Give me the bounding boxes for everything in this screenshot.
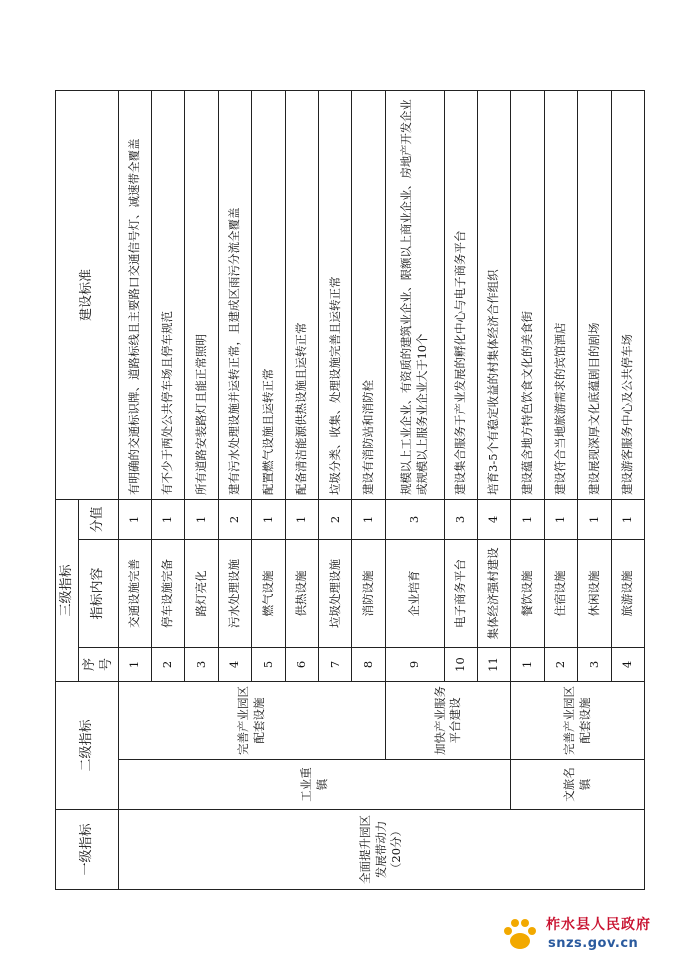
score-cell: 1 bbox=[511, 499, 544, 539]
content-cell: 电子商务平台 bbox=[444, 539, 477, 647]
seq-cell: 1 bbox=[118, 647, 151, 681]
header-content: 指标内容 bbox=[78, 539, 118, 647]
indicator-table bbox=[55, 90, 645, 890]
industry-sub1: 完善产业园区配套设施 bbox=[118, 681, 385, 759]
seq-cell: 9 bbox=[385, 647, 444, 681]
table-row bbox=[118, 91, 151, 890]
tourism-sub: 完善产业园区配套设施 bbox=[511, 681, 645, 759]
logo-name: 柞水县人民政府 bbox=[546, 917, 651, 933]
standard-cell: 有不少于两处公共停车场且停车规范 bbox=[152, 91, 185, 500]
industry-sub2: 加快产业服务平台建设 bbox=[385, 681, 510, 759]
seq-cell: 5 bbox=[252, 647, 285, 681]
standard-cell: 有明确的交通标识牌、道路标线且主要路口交通信号灯、减速带全覆盖 bbox=[118, 91, 151, 500]
seq-cell: 3 bbox=[185, 647, 218, 681]
header-level2: 二级指标 bbox=[56, 681, 119, 809]
score-cell: 4 bbox=[477, 499, 510, 539]
standard-cell: 配置燃气设施且运转正常 bbox=[252, 91, 285, 500]
standard-cell: 建设有消防站和消防栓 bbox=[352, 91, 385, 500]
tourism-label: 文旅名镇 bbox=[511, 760, 645, 810]
content-cell: 消防设施 bbox=[352, 539, 385, 647]
standard-cell: 垃圾分类、收集、处理设施完善且运转正常 bbox=[319, 91, 352, 500]
seq-cell: 4 bbox=[611, 647, 644, 681]
standard-cell: 建设蕴含地方特色饮食文化的美食街 bbox=[511, 91, 544, 500]
content-cell: 路灯亮化 bbox=[185, 539, 218, 647]
content-cell: 企业培育 bbox=[385, 539, 444, 647]
seq-cell: 4 bbox=[218, 647, 251, 681]
standard-cell: 配备清洁能源供热设施且运转正常 bbox=[285, 91, 318, 500]
standard-cell: 建设展现深厚文化底蕴剧目的剧场 bbox=[578, 91, 611, 500]
score-cell: 3 bbox=[444, 499, 477, 539]
header-level3: 三级指标 bbox=[56, 499, 79, 681]
seq-cell: 3 bbox=[578, 647, 611, 681]
content-cell: 旅游设施 bbox=[611, 539, 644, 647]
seq-cell: 1 bbox=[511, 647, 544, 681]
seq-cell: 6 bbox=[285, 647, 318, 681]
seq-cell: 10 bbox=[444, 647, 477, 681]
standard-cell: 建设符合当地旅游需求的宾馆酒店 bbox=[544, 91, 577, 500]
seq-cell: 2 bbox=[152, 647, 185, 681]
content-cell: 燃气设施 bbox=[252, 539, 285, 647]
content-cell: 休闲设施 bbox=[578, 539, 611, 647]
score-cell: 1 bbox=[611, 499, 644, 539]
score-cell: 2 bbox=[218, 499, 251, 539]
standard-cell: 规模以上工业企业、有资质的建筑业企业、限额以上商业企业、房地产开发企业或规模以上服务业企业大于10个 bbox=[385, 91, 444, 500]
content-cell: 污水处理设施 bbox=[218, 539, 251, 647]
score-cell: 1 bbox=[252, 499, 285, 539]
paw-icon bbox=[500, 914, 540, 954]
score-cell: 1 bbox=[118, 499, 151, 539]
industry-label: 工业重镇 bbox=[118, 760, 511, 810]
content-cell: 停车设施完备 bbox=[152, 539, 185, 647]
table-row bbox=[511, 91, 544, 890]
content-cell: 住宿设施 bbox=[544, 539, 577, 647]
header-level1: 一级指标 bbox=[56, 810, 119, 890]
logo-url: snzs.gov.cn bbox=[548, 936, 639, 951]
score-cell: 1 bbox=[152, 499, 185, 539]
header-seq: 序号 bbox=[78, 647, 118, 681]
level1-cell: 全面提升园区发展带动力（20分） bbox=[118, 810, 644, 890]
standard-cell: 建设游客服务中心及公共停车场 bbox=[611, 91, 644, 500]
content-cell: 供热设施 bbox=[285, 539, 318, 647]
standard-cell: 所有道路安装路灯且能正常照明 bbox=[185, 91, 218, 500]
seq-cell: 2 bbox=[544, 647, 577, 681]
header-row-1 bbox=[56, 91, 79, 890]
score-cell: 1 bbox=[285, 499, 318, 539]
content-cell: 集体经济强村建设 bbox=[477, 539, 510, 647]
content-cell: 餐饮设施 bbox=[511, 539, 544, 647]
score-cell: 1 bbox=[578, 499, 611, 539]
standard-cell: 培育3-5个有稳定收益的村集体经济合作组织 bbox=[477, 91, 510, 500]
header-standard: 建设标准 bbox=[56, 91, 119, 500]
standard-cell: 建设集合服务于产业发展的孵化中心与电子商务平台 bbox=[444, 91, 477, 500]
content-cell: 交通设施完善 bbox=[118, 539, 151, 647]
standard-cell: 建有污水处理设施并运转正常，且建成区雨污分流全覆盖 bbox=[218, 91, 251, 500]
score-cell: 2 bbox=[319, 499, 352, 539]
score-cell: 1 bbox=[352, 499, 385, 539]
content-cell: 垃圾处理设施 bbox=[319, 539, 352, 647]
government-logo[interactable] bbox=[500, 912, 670, 958]
seq-cell: 8 bbox=[352, 647, 385, 681]
header-score: 分值 bbox=[78, 499, 118, 539]
score-cell: 1 bbox=[185, 499, 218, 539]
score-cell: 3 bbox=[385, 499, 444, 539]
score-cell: 1 bbox=[544, 499, 577, 539]
seq-cell: 7 bbox=[319, 647, 352, 681]
seq-cell: 11 bbox=[477, 647, 510, 681]
rotated-table-wrapper bbox=[40, 30, 660, 910]
